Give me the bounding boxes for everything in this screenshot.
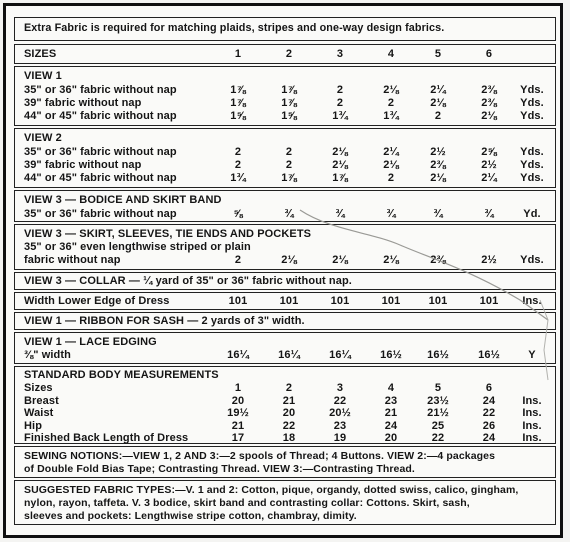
- view1-title: VIEW 1: [24, 70, 62, 82]
- view1-row-unit: Yds.: [520, 84, 544, 96]
- size-heading: 1: [234, 48, 242, 60]
- lace-row-value: 16½: [380, 349, 402, 361]
- view1-row-value: 2: [387, 97, 395, 109]
- body-row-value: 22: [333, 394, 347, 407]
- view2-row-label: 44" or 45" fabric without nap: [24, 172, 177, 184]
- body-row-label: Hip: [24, 419, 43, 432]
- body-row-value: 17: [231, 432, 245, 444]
- view2-row-unit: Yds.: [520, 146, 544, 158]
- view3-skirt-row-value: 2⅛: [332, 254, 348, 266]
- lace-row-value: 16¼: [278, 349, 300, 361]
- fabrics-line2: nylon, rayon, taffeta. V. 3 bodice, skirt band and contrasting collar: Cottons. Skirt, sash,: [24, 497, 470, 509]
- body-row-value: 24: [384, 419, 398, 432]
- lace-row-unit: Y: [528, 349, 536, 361]
- view3-bodice-row-value: ¾: [484, 208, 494, 220]
- fabrics-line1: SUGGESTED FABRIC TYPES:—V. 1 and 2: Cotton, pique, organdy, dotted swiss, calico, gingham,: [24, 484, 519, 496]
- body-row-value: 5: [434, 382, 442, 394]
- view3-skirt-row-value: 2: [234, 254, 242, 266]
- view1-row-value: 2⅛: [383, 84, 399, 96]
- notions-line1: SEWING NOTIONS:—VIEW 1, 2 AND 3:—2 spools of Thread; 4 Buttons. VIEW 2:—4 packages: [24, 450, 496, 462]
- view1-row-value: 2: [336, 84, 344, 96]
- view2-row-value: 1⅞: [332, 172, 348, 184]
- body-row-value: 25: [431, 419, 445, 432]
- body-row-value: 22: [482, 407, 496, 419]
- view2-row-value: 2½: [430, 146, 446, 158]
- view1-row-value: 2⅛: [481, 110, 497, 122]
- view2-row-value: 2⅝: [481, 146, 497, 158]
- lace-title: VIEW 1 — LACE EDGING: [24, 336, 157, 348]
- width-lower-row-label: Width Lower Edge of Dress: [24, 295, 170, 307]
- view1-row-value: 1⅝: [281, 110, 297, 122]
- view1-row-value: 2⅛: [430, 97, 446, 109]
- view2-row-value: 2⅜: [430, 159, 446, 171]
- view3-bodice-row-unit: Yd.: [523, 208, 541, 220]
- body-row-value: 23½: [427, 394, 449, 407]
- view2-row-value: 1⅞: [281, 172, 297, 184]
- view1-row-value: 2⅜: [481, 84, 497, 96]
- view2-row-value: 2⅛: [430, 172, 446, 184]
- size-heading: 6: [485, 48, 493, 60]
- view1-row-value: 2: [336, 97, 344, 109]
- body-row-value: 21½: [427, 407, 449, 419]
- sizes-label: SIZES: [24, 48, 57, 60]
- width-lower-row-value: 101: [279, 295, 299, 307]
- body-row-value: 26: [482, 419, 496, 432]
- body-row-value: 4: [387, 382, 395, 394]
- view3-bodice-row-value: ¾: [335, 208, 345, 220]
- view1-row-label: 44" or 45" fabric without nap: [24, 110, 177, 122]
- view2-row-value: 1¾: [230, 172, 246, 184]
- view2-title: VIEW 2: [24, 132, 62, 144]
- body-row-unit: Ins.: [522, 394, 542, 407]
- body-row-value: 23: [333, 419, 347, 432]
- body-row-value: 20: [282, 407, 296, 419]
- view3-skirt-row-label: fabric without nap: [24, 254, 121, 266]
- view3-skirt-row-value: 2⅛: [383, 254, 399, 266]
- view2-row-label: 35" or 36" fabric without nap: [24, 146, 177, 158]
- view3-bodice-row-value: ⅝: [233, 208, 243, 220]
- body-row-value: 18: [282, 432, 296, 444]
- view2-row-unit: Yds.: [520, 159, 544, 171]
- size-heading: 3: [336, 48, 344, 60]
- view1-row-value: 2: [434, 110, 442, 122]
- body-row-value: 20½: [329, 407, 351, 419]
- view2-row-value: 2⅛: [332, 159, 348, 171]
- body-row-value: 20: [231, 394, 245, 407]
- view2-row-value: 2: [234, 159, 242, 171]
- view3-skirt-row-value: 2⅜: [430, 254, 446, 266]
- view2-row-value: 2⅛: [383, 159, 399, 171]
- size-heading: 2: [285, 48, 293, 60]
- body-row-unit: Ins.: [522, 419, 542, 432]
- lace-row-label: ⅜" width: [24, 349, 71, 361]
- body-title: STANDARD BODY MEASUREMENTS: [24, 369, 219, 381]
- view3-bodice-row-value: ¾: [284, 208, 294, 220]
- view1-row-value: 1⅞: [230, 97, 246, 109]
- view2-row-value: 2¼: [481, 172, 497, 184]
- view1-row-unit: Yds.: [520, 97, 544, 109]
- view2-row-value: 2⅛: [332, 146, 348, 158]
- view2-row-label: 39" fabric without nap: [24, 159, 142, 171]
- width-lower-row-value: 101: [330, 295, 350, 307]
- view1-row-label: 39" fabric without nap: [24, 97, 142, 109]
- body-row-unit: Ins.: [522, 407, 542, 419]
- body-row-value: 6: [485, 382, 493, 394]
- view2-row-value: 2: [234, 146, 242, 158]
- view1-row-value: 1⅝: [230, 110, 246, 122]
- view3-bodice-row-value: ¾: [386, 208, 396, 220]
- size-heading: 4: [387, 48, 395, 60]
- view3-collar-text: VIEW 3 — COLLAR — ¼ yard of 35" or 36" fabric without nap.: [24, 275, 352, 287]
- body-row-label: Waist: [24, 407, 54, 419]
- view2-row-value: 2½: [481, 159, 497, 171]
- body-row-value: 1: [234, 382, 242, 394]
- view2-row-value: 2¼: [383, 146, 399, 158]
- view2-row-value: 2: [285, 159, 293, 171]
- body-row-value: 19: [333, 432, 347, 444]
- view3-skirt-title: VIEW 3 — SKIRT, SLEEVES, TIE ENDS AND POCKETS: [24, 228, 312, 240]
- view1-row-value: 1⅞: [281, 97, 297, 109]
- view1-row-unit: Yds.: [520, 110, 544, 122]
- view3-skirt-row-value: 2½: [481, 254, 497, 266]
- view1-row-value: 1¾: [332, 110, 348, 122]
- body-row-value: 3: [336, 382, 344, 394]
- body-row-unit: Ins.: [522, 432, 542, 444]
- body-row-value: 22: [431, 432, 445, 444]
- body-row-value: 21: [384, 407, 398, 419]
- body-row-label: Sizes: [24, 382, 53, 394]
- body-row-value: 2: [285, 382, 293, 394]
- view2-row-unit: Yds.: [520, 172, 544, 184]
- body-row-value: 24: [482, 394, 496, 407]
- body-row-label: Breast: [24, 394, 59, 407]
- ribbon-text: VIEW 1 — RIBBON FOR SASH — 2 yards of 3" width.: [24, 315, 305, 327]
- view1-row-value: 1⅞: [230, 84, 246, 96]
- body-row-label: Finished Back Length of Dress: [24, 432, 189, 444]
- view3-bodice-title: VIEW 3 — BODICE AND SKIRT BAND: [24, 194, 222, 206]
- view3-bodice-row-label: 35" or 36" fabric without nap: [24, 208, 177, 220]
- lace-row-value: 16½: [478, 349, 500, 361]
- width-lower-row-value: 101: [228, 295, 248, 307]
- view1-row-value: 1¾: [383, 110, 399, 122]
- width-lower-row-unit: Ins.: [522, 295, 542, 307]
- fabrics-line3: sleeves and pockets: Lengthwise stripe cotton, chambray, dimity.: [24, 510, 357, 522]
- width-lower-row-value: 101: [428, 295, 448, 307]
- body-row-value: 21: [282, 394, 296, 407]
- notions-line2: of Double Fold Bias Tape; Contrasting Thread. VIEW 3:—Contrasting Thread.: [24, 463, 415, 475]
- view3-skirt-line2: 35" or 36" even lengthwise striped or plain: [24, 241, 251, 253]
- body-row-value: 21: [231, 419, 245, 432]
- view1-row-value: 1⅞: [281, 84, 297, 96]
- view1-row-value: 2¼: [430, 84, 446, 96]
- view3-bodice-row-value: ¾: [433, 208, 443, 220]
- top-note: Extra Fabric is required for matching plaids, stripes and one-way design fabrics.: [24, 22, 445, 34]
- body-row-value: 19½: [227, 407, 249, 419]
- body-row-value: 20: [384, 432, 398, 444]
- view3-skirt-row-value: 2⅛: [281, 254, 297, 266]
- view1-row-label: 35" or 36" fabric without nap: [24, 84, 177, 96]
- width-lower-row-value: 101: [479, 295, 499, 307]
- view2-row-value: 2: [285, 146, 293, 158]
- lace-row-value: 16¼: [227, 349, 249, 361]
- body-row-value: 23: [384, 394, 398, 407]
- body-row-value: 24: [482, 432, 496, 444]
- width-lower-row-value: 101: [381, 295, 401, 307]
- lace-row-value: 16½: [427, 349, 449, 361]
- size-heading: 5: [434, 48, 442, 60]
- view2-row-value: 2: [387, 172, 395, 184]
- view1-row-value: 2⅜: [481, 97, 497, 109]
- lace-row-value: 16¼: [329, 349, 351, 361]
- body-row-value: 22: [282, 419, 296, 432]
- view3-skirt-row-unit: Yds.: [520, 254, 544, 266]
